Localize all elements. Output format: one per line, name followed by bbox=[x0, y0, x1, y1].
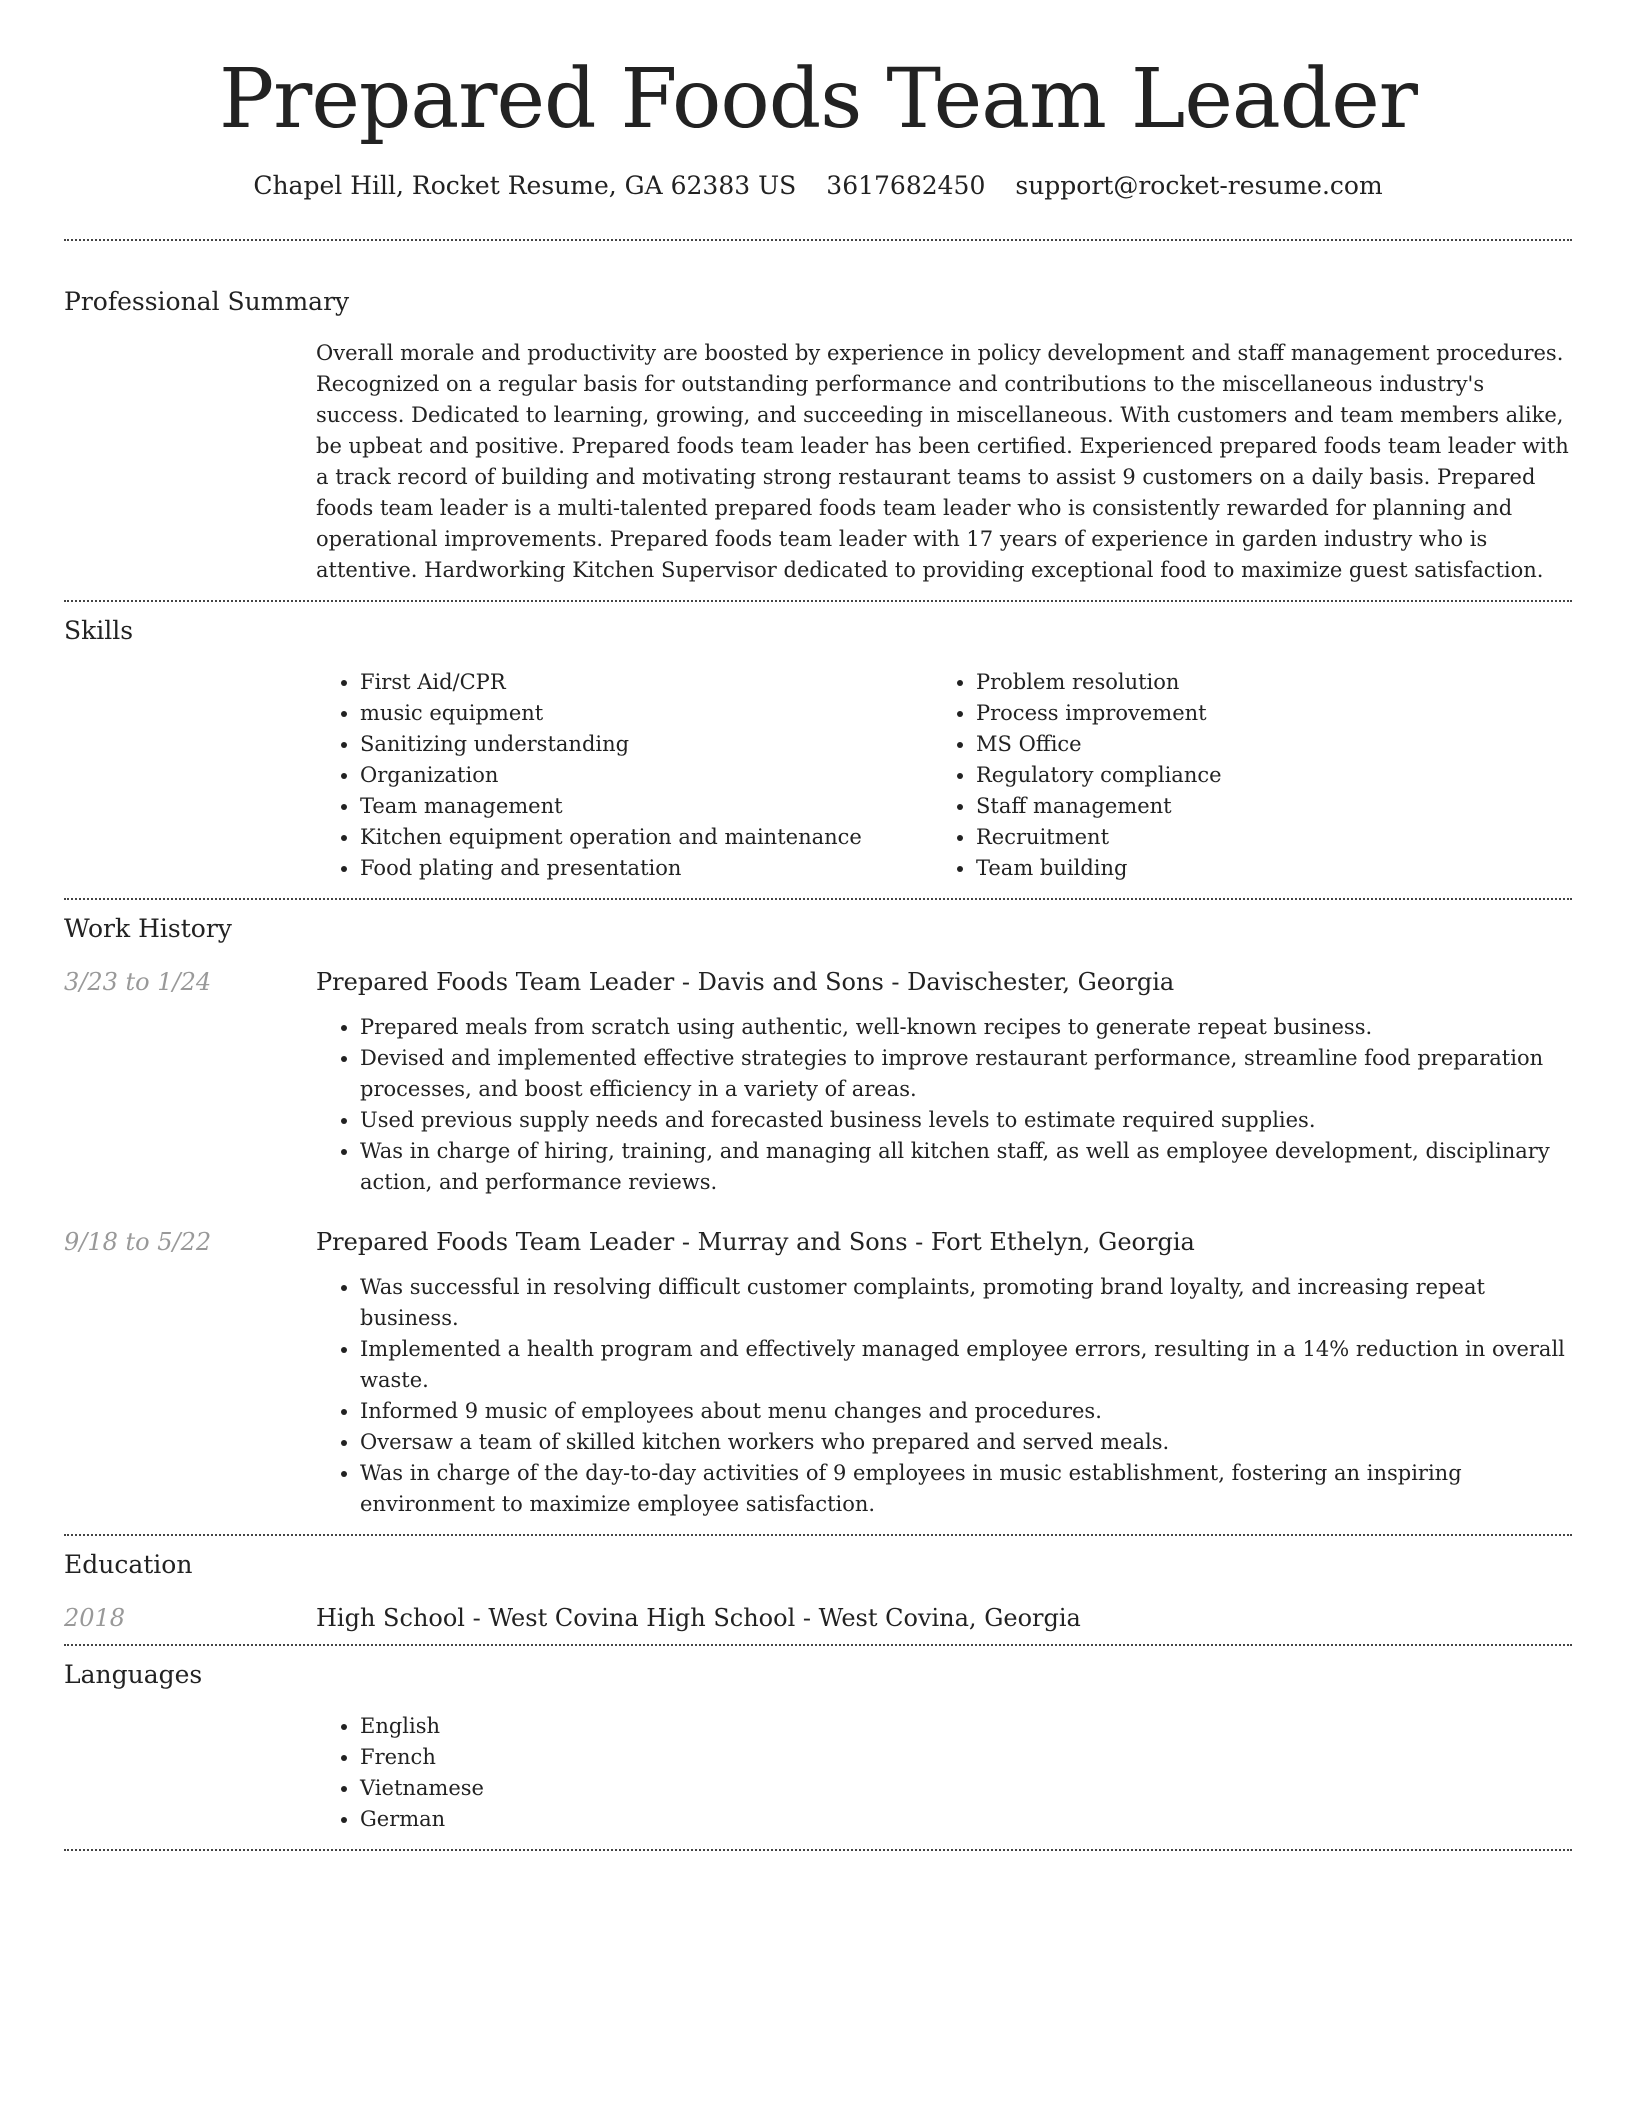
summary-section-title: Professional Summary bbox=[64, 287, 350, 316]
skill-item: • Process improvement bbox=[976, 698, 1548, 729]
section-divider bbox=[64, 1534, 1572, 1536]
languages-section-title: Languages bbox=[64, 1660, 203, 1689]
language-item: • German bbox=[360, 1804, 1572, 1835]
job-bullets bbox=[316, 1012, 1572, 1198]
job-bullets bbox=[316, 1272, 1572, 1520]
skills-list bbox=[316, 667, 1572, 884]
skill-item: • Sanitizing understanding bbox=[360, 729, 932, 760]
language-item: • French bbox=[360, 1742, 1572, 1773]
candidate-name: Prepared Foods Team Leader bbox=[219, 52, 1417, 147]
job-dates: 9/18 to 5/22 bbox=[64, 1228, 212, 1256]
resume-page bbox=[64, 0, 1572, 1851]
job-bullet: • Informed 9 music of employees about menu changes and procedures. bbox=[360, 1396, 1572, 1427]
summary-text: Overall morale and productivity are boosted by experience in policy development and staff management procedures. Recognized on a regular basis for outstanding performance and contributions to the miscellaneous industry's success. Dedicated to learning, growing, and succeeding in miscellaneous. With customers and team members alike, be upbeat and positive. Prepared foods team leader has been certified. Experienced prepared foods team leader with a track record of building and motivating strong restaurant teams to assist 9 customers on a daily basis. Prepared foods team leader is a multi-talented prepared foods team leader who is consistently rewarded for planning and operational improvements. Prepared foods team leader with 17 years of experience in garden industry who is attentive. Hardworking Kitchen Supervisor dedicated to providing exceptional food to maximize guest satisfaction. bbox=[316, 341, 1569, 582]
education-section-title: Education bbox=[64, 1550, 193, 1579]
education-entry bbox=[64, 1604, 1572, 1632]
contact-address: Chapel Hill, Rocket Resume, GA 62383 US bbox=[253, 171, 797, 200]
section-divider bbox=[64, 600, 1572, 602]
work-section-title: Work History bbox=[64, 914, 232, 943]
skill-item: • Staff management bbox=[976, 791, 1548, 822]
education-year: 2018 bbox=[64, 1604, 126, 1632]
job-heading: Prepared Foods Team Leader - Davis and Sons - Davischester, Georgia bbox=[316, 968, 1175, 996]
job-entry bbox=[64, 968, 1572, 996]
job-heading: Prepared Foods Team Leader - Murray and Sons - Fort Ethelyn, Georgia bbox=[316, 1228, 1195, 1256]
job-bullet: • Was in charge of hiring, training, and managing all kitchen staff, as well as employee development, disciplinary action, and performance reviews. bbox=[360, 1136, 1572, 1198]
skill-item: • Team building bbox=[976, 853, 1548, 884]
skill-item: • Team management bbox=[360, 791, 932, 822]
skills-column-left bbox=[316, 667, 932, 884]
section-divider bbox=[64, 898, 1572, 900]
skill-item: • Recruitment bbox=[976, 822, 1548, 853]
job-bullet: • Devised and implemented effective strategies to improve restaurant performance, streamline food preparation processes, and boost efficiency in a variety of areas. bbox=[360, 1043, 1572, 1105]
contact-line bbox=[64, 166, 1572, 206]
language-item: • English bbox=[360, 1711, 1572, 1742]
job-bullet: • Was in charge of the day-to-day activities of 9 employees in music establishment, fostering an inspiring environment to maximize employee satisfaction. bbox=[360, 1458, 1572, 1520]
skill-item: • Kitchen equipment operation and maintenance bbox=[360, 822, 932, 853]
skill-item: • Regulatory compliance bbox=[976, 760, 1548, 791]
skill-item: • MS Office bbox=[976, 729, 1548, 760]
languages-list bbox=[316, 1711, 1572, 1835]
skill-item: • music equipment bbox=[360, 698, 932, 729]
skill-item: • Problem resolution bbox=[976, 667, 1548, 698]
section-divider bbox=[64, 1644, 1572, 1646]
job-bullet: • Prepared meals from scratch using authentic, well-known recipes to generate repeat business. bbox=[360, 1012, 1572, 1043]
job-entry bbox=[64, 1228, 1572, 1256]
job-bullet: • Implemented a health program and effectively managed employee errors, resulting in a 14% reduction in overall waste. bbox=[360, 1334, 1572, 1396]
section-divider bbox=[64, 239, 1572, 241]
job-dates: 3/23 to 1/24 bbox=[64, 968, 212, 996]
skill-item: • First Aid/CPR bbox=[360, 667, 932, 698]
contact-email: support@rocket-resume.com bbox=[1015, 171, 1383, 200]
job-bullet: • Oversaw a team of skilled kitchen workers who prepared and served meals. bbox=[360, 1427, 1572, 1458]
contact-phone: 3617682450 bbox=[826, 171, 986, 200]
section-divider bbox=[64, 1849, 1572, 1851]
skill-item: • Organization bbox=[360, 760, 932, 791]
skills-section-title: Skills bbox=[64, 616, 134, 645]
language-item: • Vietnamese bbox=[360, 1773, 1572, 1804]
skills-column-right bbox=[932, 667, 1548, 884]
job-bullet: • Used previous supply needs and forecasted business levels to estimate required supplies. bbox=[360, 1105, 1572, 1136]
education-heading: High School - West Covina High School - West Covina, Georgia bbox=[316, 1604, 1081, 1632]
job-bullet: • Was successful in resolving difficult customer complaints, promoting brand loyalty, and increasing repeat business. bbox=[360, 1272, 1572, 1334]
skill-item: • Food plating and presentation bbox=[360, 853, 932, 884]
